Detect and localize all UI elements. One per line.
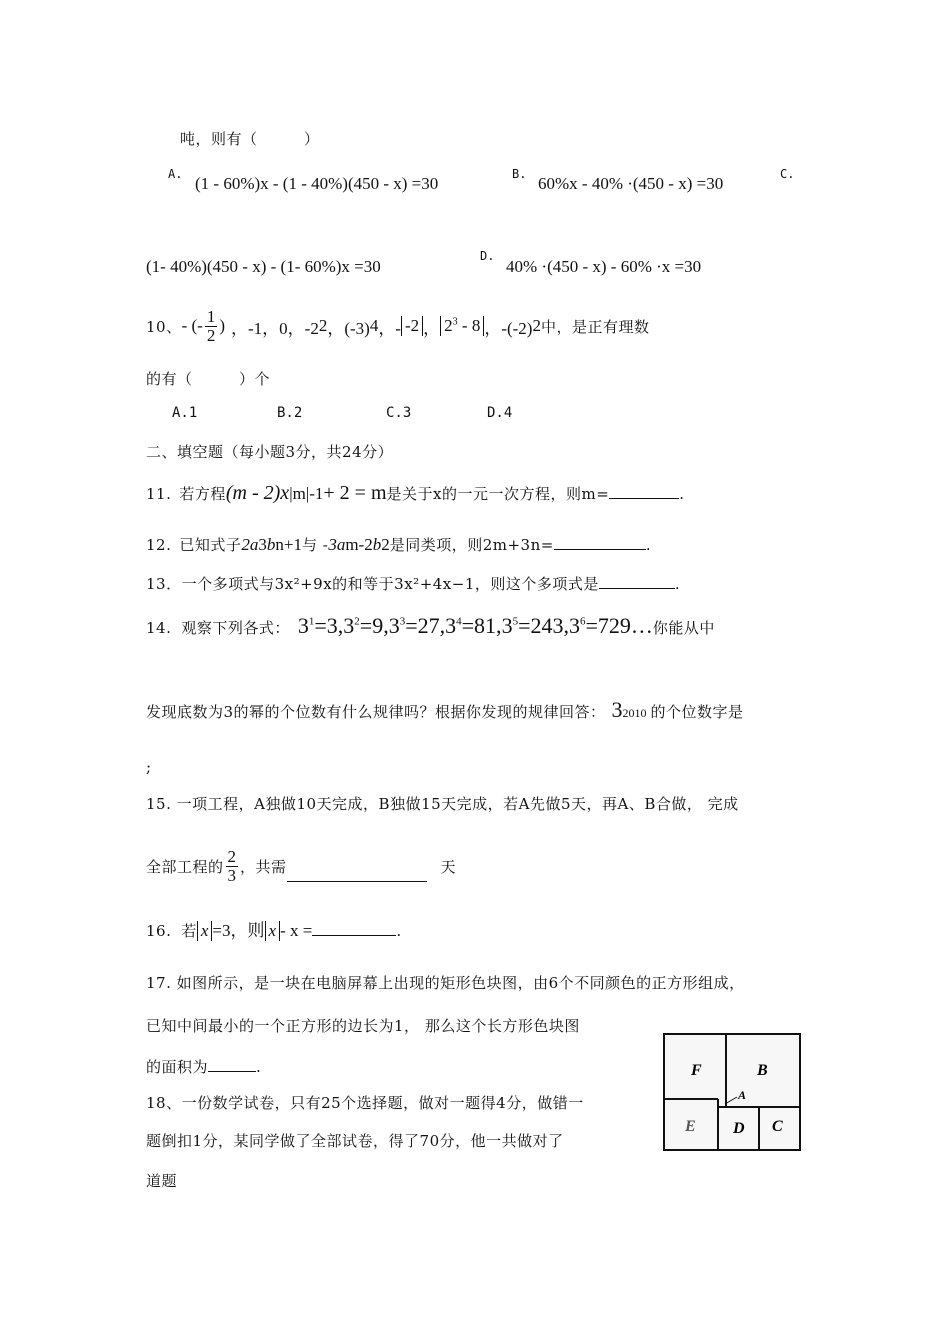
q10-tail: 中，是正有理数 xyxy=(540,317,650,336)
q12-term1: 2a xyxy=(241,535,259,554)
q13-text: 13．一个多项式与3x²+9x的和等于3x²+4x−1，则这个多项式是 xyxy=(146,575,599,593)
q9-option-a-label: A. xyxy=(168,167,183,181)
q16-abs-x2: x xyxy=(265,921,281,941)
q9-stem: 吨，则有（ ） xyxy=(180,130,320,148)
q15-post: 天 xyxy=(440,857,457,876)
q15-line2 xyxy=(146,848,456,885)
q14-power-exp-6: 6 xyxy=(579,615,586,628)
q17-line3-text: 的面积为 xyxy=(146,1058,209,1076)
q11-expr-b: + 2 = m xyxy=(323,482,387,504)
q10-abs2-base: 2 xyxy=(444,316,453,336)
q14-power-base-1: 3 xyxy=(297,613,309,638)
q14-power-base-2: 3 xyxy=(343,613,355,638)
q13-answer-blank[interactable] xyxy=(599,572,675,589)
q9-option-a-expression: (1 - 60%)x - (1 - 40%)(450 - x) =30 xyxy=(195,174,439,193)
q10-option-c: C.3 xyxy=(386,405,412,421)
section-title-fill-in: 二、填空题（每小题3分，共24分） xyxy=(146,443,394,461)
q15-mid: ，共需 xyxy=(240,857,287,876)
q14-power-value-4: =81, xyxy=(461,613,502,638)
q11-pre: 若方程 xyxy=(179,485,226,503)
q16-pre: 若 xyxy=(181,922,197,940)
q14-line2-a: 发现底数为3的幂的个位数有什么规律吗？根据你发现的规律回答： xyxy=(146,703,606,721)
q14-line1 xyxy=(146,613,715,639)
q10-abs2-exp: 3 xyxy=(452,316,458,328)
q15-fraction xyxy=(226,848,239,885)
q14-power-value-2: =9, xyxy=(359,613,389,638)
q15-fraction-den: 3 xyxy=(227,865,237,885)
q14-power-value-5: =243, xyxy=(518,613,569,638)
q18-line2: 题倒扣1分，某同学做了全部试卷，得了70分，他一共做对了 xyxy=(146,1132,564,1150)
q12-term2-exp: m-2 xyxy=(345,535,373,554)
q11-answer-blank[interactable] xyxy=(609,482,679,499)
q10-list-d: ， xyxy=(423,318,441,338)
q14-post: 你能从中 xyxy=(652,619,715,637)
q14-power-exp-2: 2 xyxy=(354,615,360,628)
q10-abs1: -2 xyxy=(401,316,423,336)
q14-power-value-1: =3, xyxy=(314,613,344,638)
q10-list-c: ，- xyxy=(378,318,401,338)
q12-line xyxy=(146,533,651,555)
q11-line xyxy=(146,482,685,505)
q14-power-exp-1: 1 xyxy=(308,615,315,628)
q9-option-d-expression: 40% ·(450 - x) - 60% ·x =30 xyxy=(506,257,702,276)
q17-end: . xyxy=(256,1058,262,1076)
q10-line2: 的有（ ）个 xyxy=(146,370,271,388)
q10-list-e: ，-(-2) xyxy=(484,318,533,338)
q15-fraction-num: 2 xyxy=(227,847,237,866)
q17-line1: 17. 如图所示，是一块在电脑屏幕上出现的矩形色块图，由6个不同颜色的正方形组成， xyxy=(146,974,745,992)
q12-mid: 与 - xyxy=(301,536,329,554)
q16-line xyxy=(146,916,402,941)
q12-term1-exp: 3 xyxy=(258,535,267,554)
q10-close: ) xyxy=(219,316,225,336)
q16-answer-blank[interactable] xyxy=(312,919,396,936)
q10-option-a: A.1 xyxy=(172,405,198,421)
q17-line3 xyxy=(146,1055,261,1077)
q12-number: 12. xyxy=(146,536,172,554)
q16-number: 16. xyxy=(146,922,172,940)
figure-label-c: C xyxy=(772,1118,783,1135)
q10-list-a: ，-1，0，-2 xyxy=(231,318,319,338)
q10-list-b: ，(-3) xyxy=(327,318,370,338)
q10-line1 xyxy=(146,308,650,345)
q14-line2 xyxy=(146,697,744,723)
q14-power-exp-5: 5 xyxy=(512,615,519,628)
q12-term2-b-exp: 2 xyxy=(381,535,390,554)
q14-line2-b: 的个位数字是 xyxy=(650,703,744,721)
q11-number: 11. xyxy=(146,485,172,503)
q14-power-base-3: 3 xyxy=(388,613,400,638)
q12-term2-b: b xyxy=(372,535,382,554)
figure-label-f: F xyxy=(691,1062,702,1079)
q16-rest: - x = xyxy=(280,921,313,940)
q14-power-exp-4: 4 xyxy=(456,615,462,628)
q10-term-neg: - (- xyxy=(181,316,203,336)
q11-expr-a: (m - 2)x xyxy=(225,482,290,504)
q14-power-value-3: =27, xyxy=(405,613,446,638)
q10-option-b: B.2 xyxy=(277,405,303,421)
q15-answer-blank[interactable] xyxy=(287,865,427,882)
q18-line1: 18、一份数学试卷，只有25个选择题，做对一题得4分，做错一 xyxy=(146,1094,584,1112)
q9-option-c-label: C. xyxy=(780,167,795,181)
q13-end: . xyxy=(674,575,681,593)
figure-label-e: E xyxy=(685,1118,696,1135)
q10-exp4: 4 xyxy=(369,316,379,336)
q9-option-d-label: D. xyxy=(480,249,495,263)
q9-option-b-expression: 60%x - 40% ·(450 - x) =30 xyxy=(538,174,724,193)
q14-power-base-4: 3 xyxy=(445,613,457,638)
q15-pre: 全部工程的 xyxy=(146,857,224,876)
q12-answer-blank[interactable] xyxy=(554,533,646,550)
q12-post: 是同类项，则2m+3n= xyxy=(389,536,554,554)
q14-line3: ; xyxy=(146,758,152,776)
q10-option-d: D.4 xyxy=(487,405,513,421)
q11-post: 是关于x的一元一次方程，则m= xyxy=(386,485,610,503)
q14-power-base-5: 3 xyxy=(501,613,513,638)
q14-power-base-6: 3 xyxy=(568,613,580,638)
q10-number: 10、 xyxy=(146,317,182,336)
q12-term1-b: b xyxy=(266,535,276,554)
q10-exp2: 2 xyxy=(318,316,328,336)
q14-power-exp-3: 3 xyxy=(399,615,406,628)
q16-eq3: =3，则 xyxy=(212,921,265,940)
rectangle-squares-figure xyxy=(663,1033,801,1151)
q10-abs2-rest: - 8 xyxy=(457,316,481,336)
q9-option-c-expression: (1- 40%)(450 - x) - (1- 60%)x =30 xyxy=(146,257,381,276)
q12-term1-b-exp: n+1 xyxy=(275,535,302,554)
q13-line xyxy=(146,572,680,594)
q14-power-exp: 2010 xyxy=(622,706,647,720)
q10-fraction xyxy=(205,308,218,345)
q14-number: 14. xyxy=(146,619,172,637)
q12-term2: 3a xyxy=(328,535,346,554)
q14-pre: 观察下列各式： xyxy=(181,619,290,637)
q14-power-sequence xyxy=(298,613,653,639)
q10-abs2 xyxy=(440,316,484,336)
q16-end: . xyxy=(396,922,402,940)
q9-option-b-label: B. xyxy=(512,167,527,181)
q10-fraction-den: 2 xyxy=(206,325,216,345)
q11-expr-exp: |m|-1 xyxy=(289,484,324,503)
figure-label-d: D xyxy=(733,1120,745,1137)
q17-line2: 已知中间最小的一个正方形的边长为1， 那么这个长方形色块图 xyxy=(146,1017,580,1035)
q12-end: . xyxy=(645,536,652,554)
q10-exp2b: 2 xyxy=(532,316,541,336)
q10-fraction-num: 1 xyxy=(206,307,216,326)
figure-label-a: A xyxy=(738,1088,747,1102)
q18-line3: 道题 xyxy=(146,1172,178,1190)
q12-pre: 已知式子 xyxy=(179,536,242,554)
q14-power-base: 3 xyxy=(611,697,623,722)
q11-end: . xyxy=(679,485,685,503)
q14-power-value-6: =729… xyxy=(585,613,653,638)
q17-answer-blank[interactable] xyxy=(208,1055,256,1072)
q16-abs-x: x xyxy=(197,921,213,941)
figure-label-b: B xyxy=(757,1062,768,1079)
q15-line1: 15. 一项工程，A独做10天完成，B独做15天完成，若A先做5天，再A、B合做， 完成 xyxy=(146,795,739,813)
